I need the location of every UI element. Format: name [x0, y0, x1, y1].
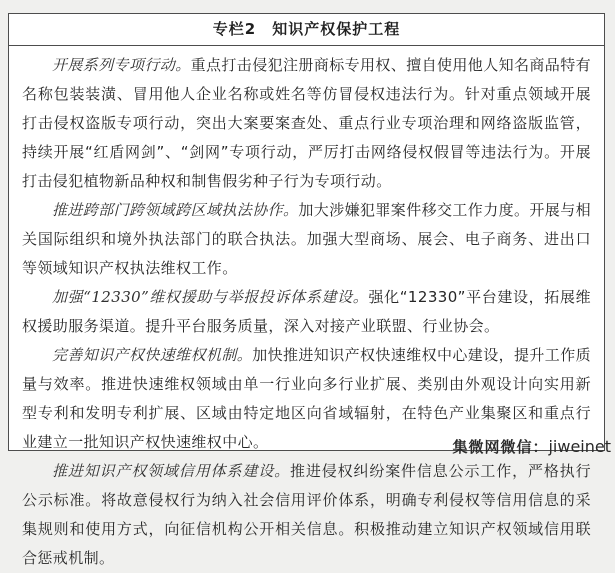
paragraph-text: 强化“12330”平台建设，拓展维权援助服务渠道。提升平台服务质量，深入对接产业联盟、行业协会。	[22, 288, 592, 335]
paragraph-text: 推进侵权纠纷案件信息公示工作，严格执行公示标准。将故意侵权行为纳入社会信用评价体系，明确专利侵权等信用信息的采集规则和使用方式，向征信机构公开相关信息。积极推动建立知识产权领域信用联合惩戒机制。	[22, 462, 591, 567]
ip-protection-panel	[8, 13, 605, 567]
panel-title: 专栏2 知识产权保护工程	[9, 14, 604, 46]
paragraph-lead: 加强“12330”维权援助与举报投诉体系建设。	[52, 288, 369, 306]
watermark	[452, 436, 611, 457]
watermark-site-label: 集微网微信：	[452, 438, 549, 456]
watermark-wechat-handle: jiweinet	[548, 437, 611, 456]
paragraph-enforcement-cooperation	[22, 196, 591, 283]
paragraph-text: 加大涉嫌犯罪案件移交工作力度。开展与相关国际组织和境外执法部门的联合执法。加强大型商场、展会、电子商务、进出口等领域知识产权执法维权工作。	[22, 201, 592, 277]
panel-body	[9, 46, 604, 573]
paragraph-text: 加快推进知识产权快速维权中心建设，提升工作质量与效率。推进快速维权领域由单一行业向多行业扩展、类别由外观设计向实用新型专利和发明专利扩展、区域由特定地区向省域辐射，在特色产业集聚区和重点行业建立一批知识产权快速维权中心。	[22, 346, 592, 451]
paragraph-lead: 推进跨部门跨领域跨区域执法协作。	[52, 201, 299, 219]
paragraph-lead: 开展系列专项行动。	[52, 56, 191, 74]
paragraph-text: 重点打击侵犯注册商标专用权、擅自使用他人知名商品特有名称包装装潢、冒用他人企业名称或姓名等仿冒侵权违法行为。针对重点领域开展打击侵权盗版专项行动，突出大案要案查处、重点行业专项治理和网络盗版监管，持续开展“红盾网剑”、“剑网”专项行动，严厉打击网络侵权假冒等违法行为。开展打击侵犯植物新品种权和制售假劣种子行为专项行动。	[22, 56, 592, 190]
paragraph-lead: 完善知识产权快速维权机制。	[52, 346, 253, 364]
paragraph-12330-system	[22, 283, 591, 341]
paragraph-credit-system	[22, 457, 591, 573]
paragraph-special-actions	[22, 51, 591, 196]
paragraph-lead: 推进知识产权领域信用体系建设。	[52, 462, 290, 480]
